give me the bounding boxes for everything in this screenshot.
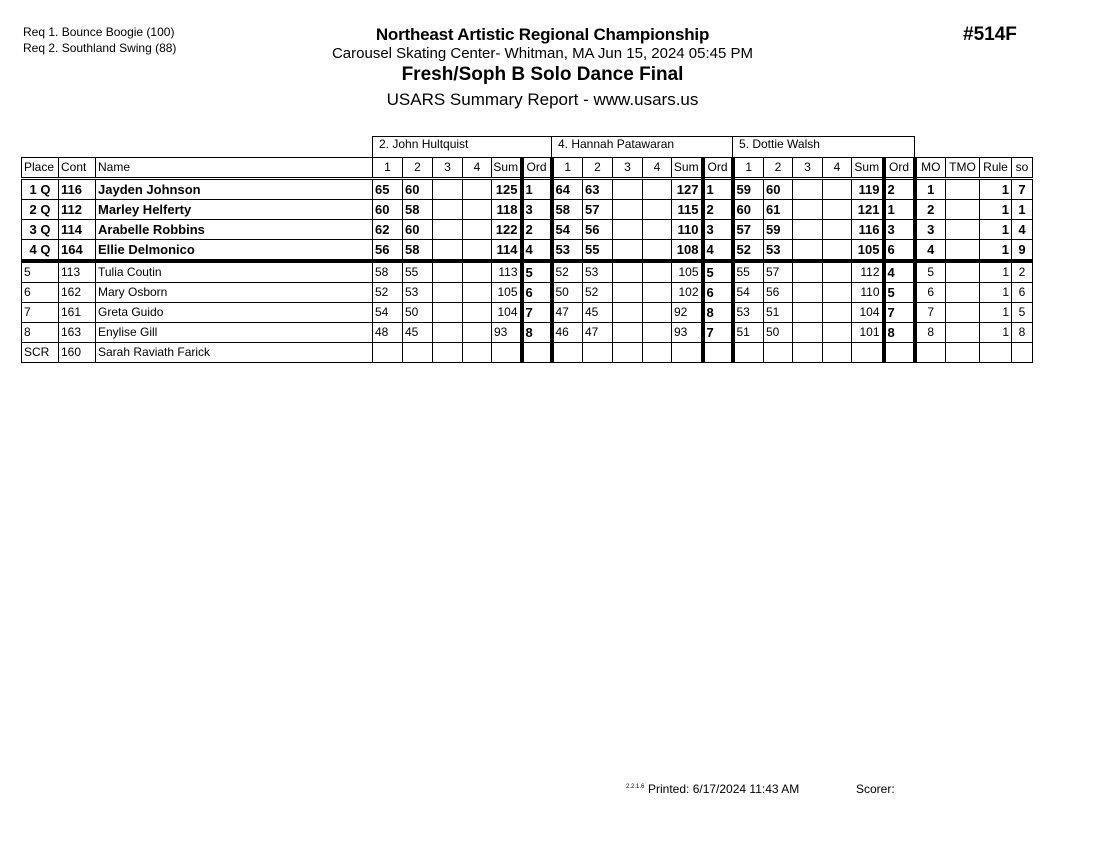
col-judge3-sum: Sum	[852, 158, 884, 179]
mo-cell: 1	[915, 179, 946, 200]
table-row	[22, 283, 1033, 303]
score-cell	[823, 283, 852, 303]
score-cell	[643, 261, 672, 283]
mo-cell: 3	[915, 220, 946, 240]
sum-cell: 113	[492, 261, 522, 283]
score-cell	[643, 303, 672, 323]
sum-cell: 93	[492, 323, 522, 343]
cont-cell: 114	[59, 220, 96, 240]
so-cell: 1	[1012, 200, 1033, 220]
so-cell	[1012, 343, 1033, 363]
score-cell	[373, 343, 403, 363]
col-mo: MO	[915, 158, 946, 179]
place-cell: SCR	[22, 343, 59, 363]
score-cell	[643, 323, 672, 343]
score-cell: 53	[583, 261, 613, 283]
score-cell: 55	[733, 261, 764, 283]
score-cell	[823, 200, 852, 220]
tmo-cell	[946, 261, 980, 283]
cont-cell: 113	[59, 261, 96, 283]
ordinal-cell: 5	[884, 283, 915, 303]
so-cell: 2	[1012, 261, 1033, 283]
score-cell: 45	[403, 323, 433, 343]
ordinal-cell: 2	[884, 179, 915, 200]
score-cell	[463, 323, 492, 343]
col-judge3-s4: 4	[823, 158, 852, 179]
score-cell: 52	[583, 283, 613, 303]
sum-cell: 121	[852, 200, 884, 220]
score-cell	[793, 261, 823, 283]
cont-cell: 160	[59, 343, 96, 363]
place-cell: 3 Q	[22, 220, 59, 240]
table-row	[22, 220, 1033, 240]
sum-cell: 104	[852, 303, 884, 323]
table-row	[22, 261, 1033, 283]
ordinal-cell: 3	[703, 220, 733, 240]
score-cell: 53	[552, 240, 583, 262]
score-cell: 56	[583, 220, 613, 240]
ordinal-cell: 7	[703, 323, 733, 343]
score-cell	[463, 283, 492, 303]
score-cell: 59	[733, 179, 764, 200]
score-cell	[733, 343, 764, 363]
rule-cell: 1	[980, 220, 1012, 240]
score-cell	[583, 343, 613, 363]
cont-cell: 164	[59, 240, 96, 262]
name-cell: Marley Helferty	[96, 200, 373, 220]
sum-cell: 118	[492, 200, 522, 220]
competition-title: Northeast Artistic Regional Championship	[375, 25, 710, 44]
cont-cell: 162	[59, 283, 96, 303]
score-cell: 48	[373, 323, 403, 343]
ordinal-cell: 7	[884, 303, 915, 323]
col-judge1-s2: 2	[403, 158, 433, 179]
score-cell: 55	[403, 261, 433, 283]
so-cell: 9	[1012, 240, 1033, 262]
score-cell	[823, 323, 852, 343]
score-cell	[793, 323, 823, 343]
score-cell	[823, 261, 852, 283]
score-cell	[613, 240, 643, 262]
col-judge3-s1: 1	[733, 158, 764, 179]
col-judge3-s3: 3	[793, 158, 823, 179]
mo-cell	[915, 343, 946, 363]
col-cont: Cont	[59, 158, 96, 179]
ordinal-cell: 6	[522, 283, 552, 303]
tmo-cell	[946, 303, 980, 323]
sum-cell: 115	[672, 200, 703, 220]
score-cell	[433, 179, 463, 200]
ordinal-cell: 4	[703, 240, 733, 262]
score-cell: 52	[552, 261, 583, 283]
score-cell	[463, 261, 492, 283]
score-cell: 60	[403, 179, 433, 200]
sum-cell: 105	[492, 283, 522, 303]
score-cell: 46	[552, 323, 583, 343]
ordinal-cell: 8	[522, 323, 552, 343]
printed-timestamp: Printed: 6/17/2024 11:43 AM	[648, 782, 800, 796]
version-label: 2.2.1.6	[626, 784, 645, 790]
report-name: USARS Summary Report - www.usars.us	[386, 90, 699, 109]
score-cell	[433, 283, 463, 303]
score-cell	[823, 240, 852, 262]
score-cell: 47	[583, 323, 613, 343]
so-cell: 6	[1012, 283, 1033, 303]
score-cell	[613, 261, 643, 283]
results-table	[21, 136, 1033, 363]
col-judge1-s1: 1	[373, 158, 403, 179]
score-cell	[823, 343, 852, 363]
score-cell	[433, 240, 463, 262]
score-cell	[643, 283, 672, 303]
col-judge2-s4: 4	[643, 158, 672, 179]
score-cell: 55	[583, 240, 613, 262]
scorer-label: Scorer:	[856, 782, 895, 796]
table-row	[22, 343, 1033, 363]
score-cell: 57	[733, 220, 764, 240]
sum-cell: 110	[852, 283, 884, 303]
rule-cell	[980, 343, 1012, 363]
place-cell: 1 Q	[22, 179, 59, 200]
cont-cell: 116	[59, 179, 96, 200]
score-cell	[643, 240, 672, 262]
so-cell: 5	[1012, 303, 1033, 323]
score-cell	[433, 303, 463, 323]
sum-cell: 110	[672, 220, 703, 240]
score-cell	[463, 200, 492, 220]
score-cell: 53	[403, 283, 433, 303]
score-cell: 47	[552, 303, 583, 323]
score-cell	[613, 220, 643, 240]
col-judge3-ord: Ord	[884, 158, 915, 179]
score-cell: 65	[373, 179, 403, 200]
sum-cell: 112	[852, 261, 884, 283]
col-judge1-s3: 3	[433, 158, 463, 179]
judge-header-row	[22, 137, 1033, 158]
so-cell: 8	[1012, 323, 1033, 343]
rule-cell: 1	[980, 303, 1012, 323]
mo-cell: 5	[915, 261, 946, 283]
score-cell	[823, 220, 852, 240]
name-cell: Ellie Delmonico	[96, 240, 373, 262]
score-cell	[613, 323, 643, 343]
score-cell	[463, 303, 492, 323]
score-cell	[793, 283, 823, 303]
ordinal-cell: 8	[703, 303, 733, 323]
name-cell: Tulia Coutin	[96, 261, 373, 283]
sum-cell: 127	[672, 179, 703, 200]
score-cell: 58	[403, 200, 433, 220]
score-cell	[552, 343, 583, 363]
ordinal-cell: 1	[884, 200, 915, 220]
score-cell	[613, 200, 643, 220]
ordinal-cell: 5	[522, 261, 552, 283]
col-judge1-ord: Ord	[522, 158, 552, 179]
sum-cell: 119	[852, 179, 884, 200]
rule-cell: 1	[980, 323, 1012, 343]
table-row	[22, 200, 1033, 220]
sum-cell	[852, 343, 884, 363]
score-cell: 56	[764, 283, 793, 303]
sum-cell: 101	[852, 323, 884, 343]
col-judge1-s4: 4	[463, 158, 492, 179]
tmo-cell	[946, 343, 980, 363]
sum-cell: 125	[492, 179, 522, 200]
sum-cell: 105	[672, 261, 703, 283]
score-cell	[433, 261, 463, 283]
requirement-1: Req 1. Bounce Boogie (100)	[23, 25, 175, 39]
place-cell: 8	[22, 323, 59, 343]
score-cell	[463, 343, 492, 363]
col-judge3-s2: 2	[764, 158, 793, 179]
ordinal-cell: 3	[884, 220, 915, 240]
ordinal-cell: 1	[703, 179, 733, 200]
tmo-cell	[946, 240, 980, 262]
score-cell: 57	[764, 261, 793, 283]
score-cell: 52	[733, 240, 764, 262]
tmo-cell	[946, 179, 980, 200]
ordinal-cell	[522, 343, 552, 363]
name-cell: Jayden Johnson	[96, 179, 373, 200]
col-place: Place	[22, 158, 59, 179]
score-cell: 58	[373, 261, 403, 283]
column-header-row	[22, 158, 1033, 179]
score-cell	[433, 200, 463, 220]
event-name: Fresh/Soph B Solo Dance Final	[401, 64, 684, 85]
score-cell: 60	[733, 200, 764, 220]
score-cell: 50	[403, 303, 433, 323]
score-cell: 53	[764, 240, 793, 262]
tmo-cell	[946, 323, 980, 343]
col-judge2-s3: 3	[613, 158, 643, 179]
ordinal-cell: 7	[522, 303, 552, 323]
rule-cell: 1	[980, 179, 1012, 200]
score-cell	[823, 303, 852, 323]
ordinal-cell: 1	[522, 179, 552, 200]
tmo-cell	[946, 283, 980, 303]
mo-cell: 2	[915, 200, 946, 220]
sum-cell: 102	[672, 283, 703, 303]
sum-cell	[492, 343, 522, 363]
score-cell	[463, 179, 492, 200]
score-cell: 58	[403, 240, 433, 262]
score-cell: 56	[373, 240, 403, 262]
score-cell	[793, 200, 823, 220]
score-cell: 54	[552, 220, 583, 240]
score-cell: 53	[733, 303, 764, 323]
ordinal-cell	[703, 343, 733, 363]
name-cell: Greta Guido	[96, 303, 373, 323]
sum-cell: 114	[492, 240, 522, 262]
col-judge2-ord: Ord	[703, 158, 733, 179]
table-row	[22, 240, 1033, 262]
table-row	[22, 323, 1033, 343]
mo-cell: 4	[915, 240, 946, 262]
so-cell: 7	[1012, 179, 1033, 200]
ordinal-cell: 6	[703, 283, 733, 303]
venue-date-line: Carousel Skating Center- Whitman, MA Jun 15, 2024 05:45 PM	[331, 45, 754, 62]
score-cell: 50	[764, 323, 793, 343]
score-cell	[463, 240, 492, 262]
name-cell: Enylise Gill	[96, 323, 373, 343]
score-cell	[793, 179, 823, 200]
ordinal-cell: 8	[884, 323, 915, 343]
score-cell: 62	[373, 220, 403, 240]
ordinal-cell: 4	[522, 240, 552, 262]
sum-cell: 122	[492, 220, 522, 240]
score-cell	[793, 343, 823, 363]
col-judge2-s1: 1	[552, 158, 583, 179]
col-judge2-sum: Sum	[672, 158, 703, 179]
col-judge2-s2: 2	[583, 158, 613, 179]
score-cell: 60	[403, 220, 433, 240]
score-cell: 51	[733, 323, 764, 343]
score-cell	[613, 343, 643, 363]
table-row	[22, 179, 1033, 200]
table-row	[22, 303, 1033, 323]
ordinal-cell: 5	[703, 261, 733, 283]
score-cell	[793, 303, 823, 323]
rule-cell: 1	[980, 283, 1012, 303]
score-cell	[643, 343, 672, 363]
sum-cell: 105	[852, 240, 884, 262]
score-cell: 57	[583, 200, 613, 220]
score-cell: 60	[764, 179, 793, 200]
judge-3-name: 5. Dottie Walsh	[733, 137, 915, 158]
score-cell	[613, 179, 643, 200]
sum-cell	[672, 343, 703, 363]
col-rule: Rule	[980, 158, 1012, 179]
score-cell: 63	[583, 179, 613, 200]
col-tmo: TMO	[946, 158, 980, 179]
score-cell: 64	[552, 179, 583, 200]
score-cell	[643, 220, 672, 240]
so-cell: 4	[1012, 220, 1033, 240]
score-cell	[613, 283, 643, 303]
score-cell: 54	[733, 283, 764, 303]
score-cell: 54	[373, 303, 403, 323]
sum-cell: 104	[492, 303, 522, 323]
col-judge1-sum: Sum	[492, 158, 522, 179]
ordinal-cell: 3	[522, 200, 552, 220]
sum-cell: 108	[672, 240, 703, 262]
name-cell: Sarah Raviath Farick	[96, 343, 373, 363]
mo-cell: 7	[915, 303, 946, 323]
score-cell: 61	[764, 200, 793, 220]
cont-cell: 112	[59, 200, 96, 220]
score-cell: 52	[373, 283, 403, 303]
ordinal-cell: 2	[703, 200, 733, 220]
rule-cell: 1	[980, 261, 1012, 283]
score-cell	[433, 323, 463, 343]
sum-cell: 92	[672, 303, 703, 323]
cont-cell: 163	[59, 323, 96, 343]
mo-cell: 6	[915, 283, 946, 303]
place-cell: 7	[22, 303, 59, 323]
ordinal-cell: 2	[522, 220, 552, 240]
place-cell: 6	[22, 283, 59, 303]
place-cell: 5	[22, 261, 59, 283]
requirement-2: Req 2. Southland Swing (88)	[23, 41, 177, 55]
score-cell	[643, 179, 672, 200]
sum-cell: 116	[852, 220, 884, 240]
name-cell: Mary Osborn	[96, 283, 373, 303]
judge-1-name: 2. John Hultquist	[373, 137, 552, 158]
score-cell: 50	[552, 283, 583, 303]
cont-cell: 161	[59, 303, 96, 323]
judge-2-name: 4. Hannah Patawaran	[552, 137, 733, 158]
ordinal-cell: 6	[884, 240, 915, 262]
score-cell	[613, 303, 643, 323]
sum-cell: 93	[672, 323, 703, 343]
tmo-cell	[946, 220, 980, 240]
ordinal-cell	[884, 343, 915, 363]
event-number: #514F	[963, 24, 1017, 45]
score-cell: 59	[764, 220, 793, 240]
score-cell	[793, 220, 823, 240]
mo-cell: 8	[915, 323, 946, 343]
score-cell	[793, 240, 823, 262]
score-cell: 58	[552, 200, 583, 220]
place-cell: 2 Q	[22, 200, 59, 220]
rule-cell: 1	[980, 240, 1012, 262]
col-so: so	[1012, 158, 1033, 179]
score-cell: 60	[373, 200, 403, 220]
score-cell	[433, 343, 463, 363]
rule-cell: 1	[980, 200, 1012, 220]
score-cell	[433, 220, 463, 240]
score-cell	[463, 220, 492, 240]
score-cell	[764, 343, 793, 363]
score-cell	[403, 343, 433, 363]
name-cell: Arabelle Robbins	[96, 220, 373, 240]
score-cell: 45	[583, 303, 613, 323]
score-cell	[643, 200, 672, 220]
score-cell	[823, 179, 852, 200]
tmo-cell	[946, 200, 980, 220]
ordinal-cell: 4	[884, 261, 915, 283]
col-name: Name	[96, 158, 373, 179]
score-cell: 51	[764, 303, 793, 323]
place-cell: 4 Q	[22, 240, 59, 262]
